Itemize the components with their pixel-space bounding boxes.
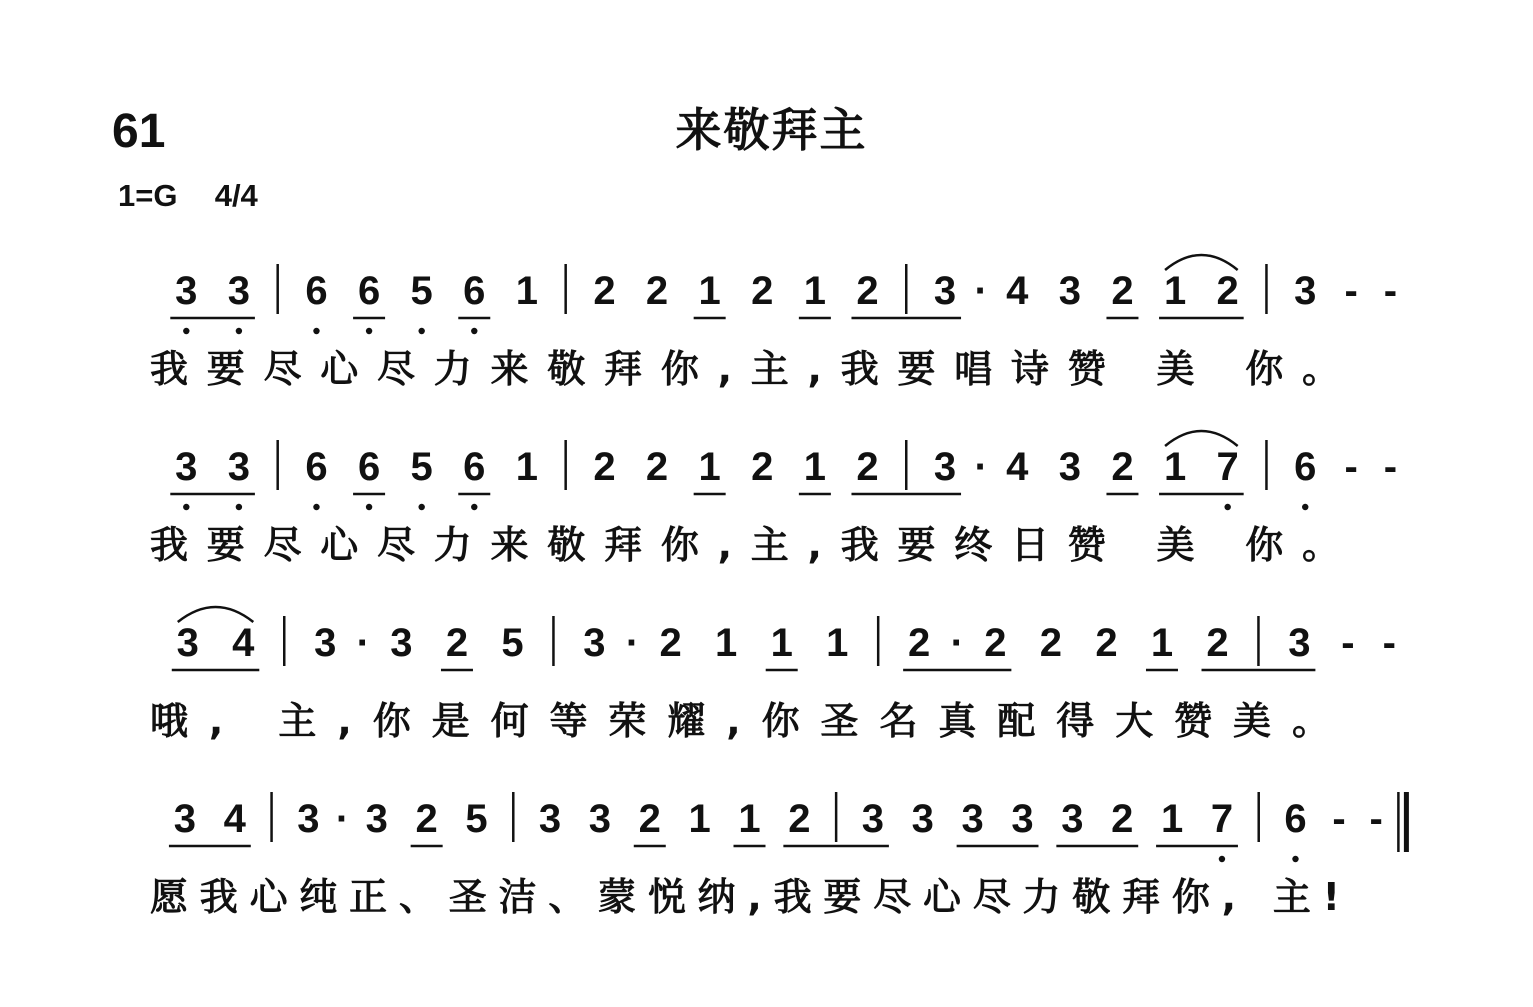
note: 6 — [305, 445, 328, 489]
note: 3 — [861, 797, 885, 841]
tie-arc — [1165, 431, 1238, 446]
note: 2 — [856, 445, 879, 489]
note: 1 — [1160, 797, 1184, 841]
note: 1 — [803, 445, 826, 489]
hymn-title: 来敬拜主 — [675, 103, 868, 157]
note: 1 — [698, 445, 721, 489]
low-octave-dot — [1292, 856, 1298, 862]
low-octave-dot — [313, 504, 319, 510]
note: 2 — [1111, 445, 1134, 489]
low-octave-dot — [471, 328, 477, 334]
note: 2 — [856, 269, 879, 313]
low-octave-dot — [366, 328, 372, 334]
tie-arc — [1165, 255, 1238, 270]
note: 3 — [390, 621, 413, 665]
note: 1 — [826, 621, 849, 665]
note: 4 — [223, 797, 246, 841]
note: 3 — [933, 445, 957, 489]
note: 1 — [715, 621, 738, 665]
note: 2 — [908, 621, 931, 665]
note: 6 — [1284, 797, 1307, 841]
score-line-4 — [150, 792, 1406, 919]
note: 1 — [1163, 445, 1187, 489]
note: 4 — [232, 621, 255, 665]
note: 6 — [305, 269, 328, 313]
dot: · — [950, 621, 964, 665]
note: 2 — [1095, 621, 1118, 665]
note: 3 — [297, 797, 320, 841]
note: 5 — [501, 621, 524, 665]
note: 6 — [463, 269, 486, 313]
note: 2 — [659, 621, 682, 665]
note: 2 — [445, 621, 469, 665]
dash: - — [1382, 621, 1396, 665]
low-octave-dot — [183, 504, 189, 510]
note: 3 — [1011, 797, 1034, 841]
note: 2 — [593, 445, 616, 489]
note: 2 — [1216, 269, 1239, 313]
lyric-line-3: 哦, 主,你是何等荣耀,你圣名真配得大赞美。 — [150, 699, 1330, 743]
note: 6 — [1294, 445, 1317, 489]
dash: - — [1383, 445, 1398, 489]
note: 4 — [1006, 269, 1029, 313]
note: 3 — [1058, 445, 1081, 489]
note: 1 — [803, 269, 826, 313]
note: 2 — [751, 269, 774, 313]
dash: - — [1344, 445, 1358, 489]
low-octave-dot — [236, 504, 242, 510]
dash: - — [1369, 797, 1383, 841]
note: 3 — [227, 269, 251, 313]
score-line-3 — [150, 607, 1396, 743]
note: 3 — [175, 445, 198, 489]
low-octave-dot — [366, 504, 372, 510]
low-octave-dot — [418, 328, 424, 334]
dash: - — [1344, 269, 1358, 313]
note: 1 — [1150, 621, 1174, 665]
dot: · — [974, 269, 988, 313]
note: 2 — [1111, 797, 1134, 841]
note: 2 — [415, 797, 438, 841]
note: 2 — [788, 797, 811, 841]
note: 2 — [984, 621, 1007, 665]
note: 5 — [465, 797, 488, 841]
note: 1 — [770, 621, 793, 665]
dot: · — [356, 621, 370, 665]
note: 3 — [227, 445, 251, 489]
low-octave-dot — [183, 328, 189, 334]
score-line-1 — [150, 255, 1397, 391]
note: 7 — [1210, 797, 1234, 841]
note: 4 — [1006, 445, 1029, 489]
note: 3 — [583, 621, 606, 665]
note: 5 — [410, 269, 433, 313]
note: 1 — [515, 269, 539, 313]
score-line-2 — [150, 431, 1397, 567]
note: 1 — [515, 445, 539, 489]
note: 3 — [176, 621, 199, 665]
note: 2 — [1111, 269, 1134, 313]
hymn-number: 61 — [112, 105, 166, 158]
tie-arc — [178, 607, 254, 622]
dot: · — [335, 797, 350, 841]
note: 3 — [1061, 797, 1084, 841]
low-octave-dot — [418, 504, 424, 510]
note: 3 — [365, 797, 388, 841]
dot: · — [625, 621, 640, 665]
dash: - — [1383, 269, 1398, 313]
low-octave-dot — [471, 504, 477, 510]
low-octave-dot — [1219, 856, 1225, 862]
note: 6 — [463, 445, 486, 489]
dash: - — [1332, 797, 1346, 841]
note: 2 — [645, 445, 669, 489]
note: 6 — [357, 269, 381, 313]
note: 1 — [738, 797, 761, 841]
note: 2 — [638, 797, 661, 841]
lyric-line-4: 愿我心纯正、圣洁、蒙悦纳,我要尽心尽力敬拜你, 主! — [150, 875, 1340, 919]
low-octave-dot — [313, 328, 319, 334]
note: 3 — [1288, 621, 1311, 665]
lyric-line-2: 我要尽心尽力来敬拜你,主,我要终日赞 美 你。 — [150, 523, 1341, 567]
note: 1 — [698, 269, 721, 313]
note: 2 — [645, 269, 669, 313]
note: 3 — [1058, 269, 1081, 313]
note: 5 — [410, 445, 433, 489]
note: 2 — [593, 269, 616, 313]
note: 1 — [1163, 269, 1187, 313]
note: 3 — [1294, 269, 1317, 313]
low-octave-dot — [1224, 504, 1230, 510]
note: 1 — [688, 797, 711, 841]
note: 2 — [751, 445, 774, 489]
note: 3 — [588, 797, 612, 841]
note: 3 — [538, 797, 562, 841]
note: 7 — [1216, 445, 1239, 489]
note: 3 — [961, 797, 984, 841]
lyric-line-1: 我要尽心尽力来敬拜你,主,我要唱诗赞 美 你。 — [150, 347, 1341, 391]
low-octave-dot — [1302, 504, 1308, 510]
note: 2 — [1039, 621, 1063, 665]
key-signature: 1=G — [118, 178, 178, 213]
note: 3 — [314, 621, 337, 665]
low-octave-dot — [236, 328, 242, 334]
note: 3 — [933, 269, 957, 313]
note: 3 — [911, 797, 934, 841]
time-signature: 4/4 — [214, 178, 258, 213]
note: 3 — [173, 797, 197, 841]
dot: · — [974, 445, 988, 489]
note: 2 — [1206, 621, 1229, 665]
dash: - — [1341, 621, 1355, 665]
note: 6 — [357, 445, 381, 489]
note: 3 — [175, 269, 198, 313]
